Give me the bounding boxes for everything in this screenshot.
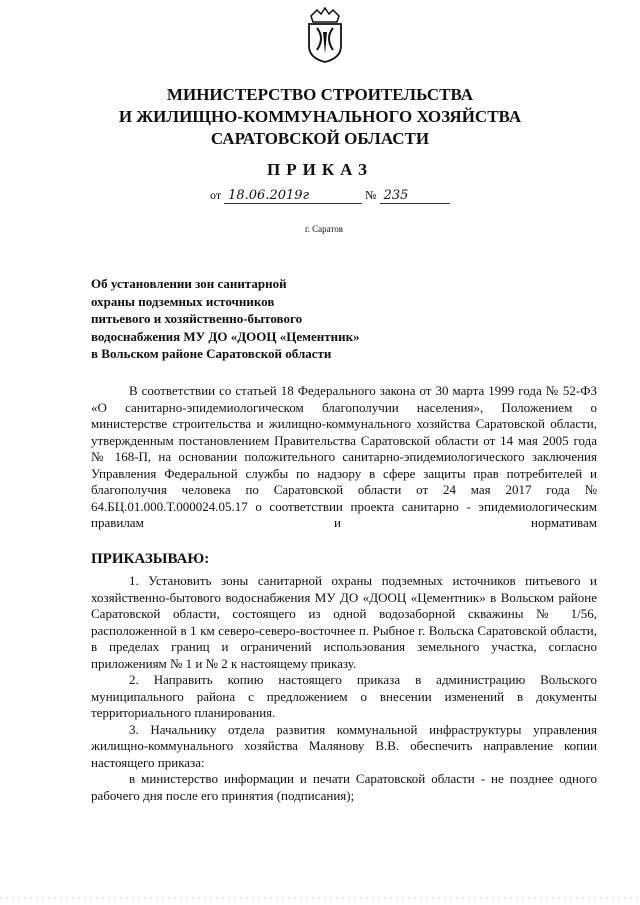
scan-edge (0, 897, 640, 899)
order-item-1: 1. Установить зоны санитарной охраны подземных источников питьевого и хозяйственно-бытового водоснабжения МУ ДО «ДООЦ «Цементник» в Вольском районе Саратовской области, состоящего из одной водозаборной скважины № 1/56, расположенной в 1 км северо-северо-восточнее п. Рыбное г. Вольска Саратовской области, в пределах границ и ограничений использования земельного участка, согласно приложениям № 1 и № 2 к настоящему приказу. (91, 573, 597, 671)
number-label: № (365, 188, 377, 202)
subject-line: охраны подземных источников (91, 293, 275, 309)
ministry-name (0, 84, 640, 150)
city-label: г. Саратов (305, 224, 343, 234)
ministry-line-3: САРАТОВСКОЙ ОБЛАСТИ (210, 129, 430, 148)
subject-line: в Вольском районе Саратовской области (91, 346, 332, 361)
decree-word: ПРИКАЗЫВАЮ: (91, 551, 210, 567)
order-number: 235 (380, 188, 450, 204)
saratov-coat-of-arms-icon (303, 2, 347, 64)
order-items (91, 573, 597, 804)
preamble-text: В соответствии со статьей 18 Федерального закона от 30 марта 1999 года № 52-ФЗ «О санитарно-эпидемиологическом благополучии населения», Положением о министерстве строительства и жилищно-коммунального хозяйства Саратовской области, утвержденным постановлением Правительства Саратовской области от 14 мая 2005 года № 168-П, на основании положительного санитарно-эпидемиологического заключения Управления Федеральной службы по надзору в сфере защиты прав потребителей и благополучия человека по Саратовской области от 24 мая 2017 года № 64.БЦ.01.000.Т.000024.05.17 о соответствии проекта санитарно - эпидемиологическим правилам и нормативам (91, 383, 597, 530)
preamble (91, 383, 597, 532)
ministry-line-2: И ЖИЛИЩНО-КОММУНАЛЬНОГО ХОЗЯЙСТВА (118, 107, 522, 126)
subject-line: водоснабжения МУ ДО «ДООЦ «Цементник» (91, 328, 360, 344)
order-item-3: 3. Начальнику отдела развития коммунальной инфраструктуры управления жилищно-коммунального хозяйства Малянову В.В. обеспечить направление копии настоящего приказа: (91, 721, 597, 770)
order-item-2: 2. Направить копию настоящего приказа в администрацию Вольского муниципального района с предложением о внесении изменений в документы территориального планирования. (91, 672, 597, 720)
order-date: 18.06.2019г (224, 188, 362, 204)
order-item-3-subitem: в министерство информации и печати Саратовской области - не позднее одного рабочего дня после его принятия (подписания); (91, 771, 597, 803)
order-title: ПРИКАЗ (267, 160, 373, 179)
subject-line: питьевого и хозяйственно-бытового (91, 311, 303, 326)
order-date-number (210, 188, 450, 204)
subject-line: Об установлении зон санитарной (91, 276, 287, 291)
ministry-line-1: МИНИСТЕРСТВО СТРОИТЕЛЬСТВА (166, 85, 474, 104)
from-label: от (210, 188, 222, 202)
order-subject (91, 275, 421, 363)
